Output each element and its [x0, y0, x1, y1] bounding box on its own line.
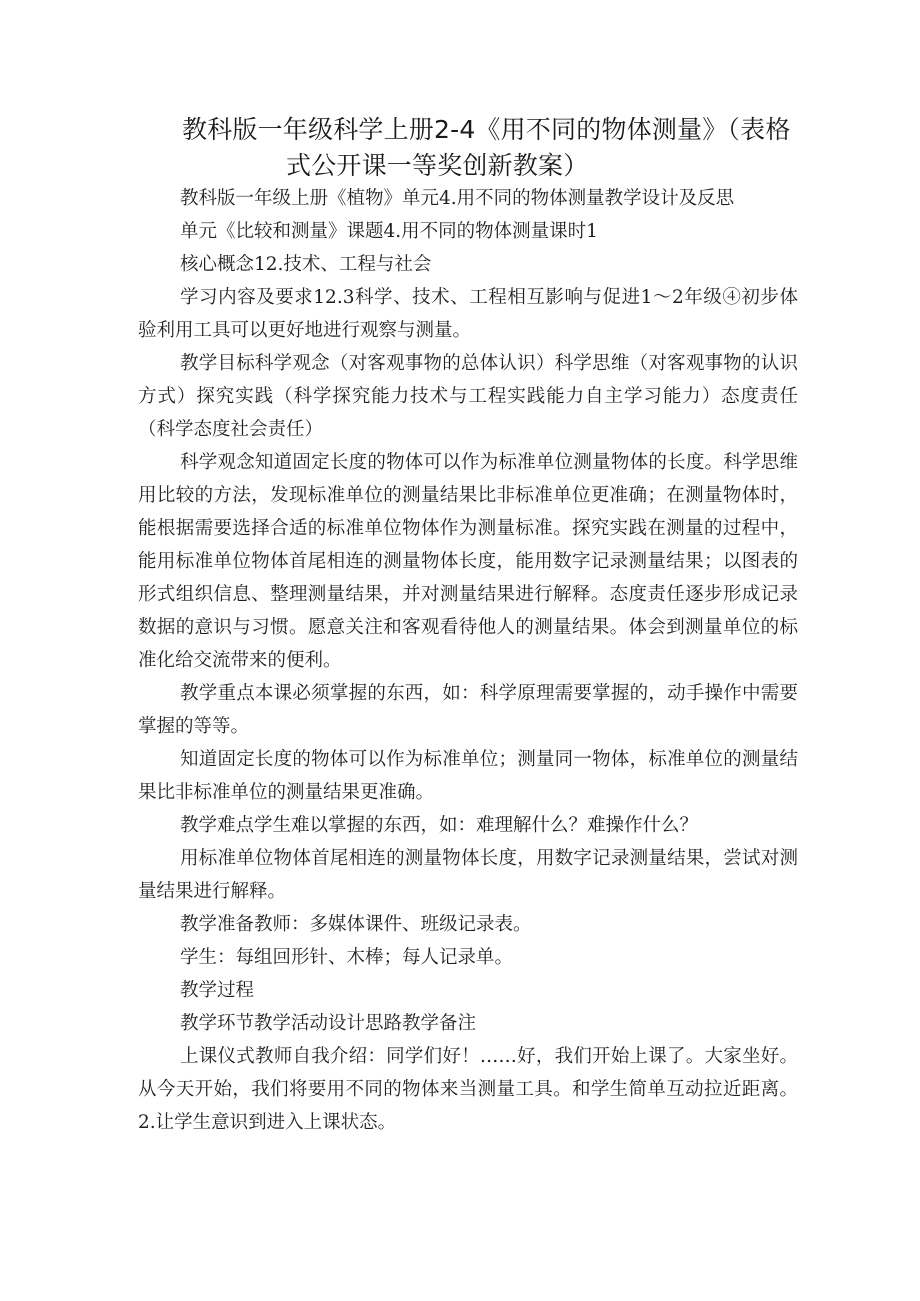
paragraph-key-points-detail: 知道固定长度的物体可以作为标准单位；测量同一物体，标准单位的测量结果比非标准单位的测量结果更准确。 — [138, 749, 798, 803]
paragraph-core-concept: 核心概念12.技术、工程与社会 — [180, 254, 432, 275]
paragraph-teaching-goals: 教学目标科学观念（对客观事物的总体认识）科学思维（对客观事物的认识方式）探究实践（科学探究能力技术与工程实践能力自主学习能力）态度责任（科学态度社会责任） — [138, 353, 798, 440]
paragraph-learning-requirements: 学习内容及要求12.3科学、技术、工程相互影响与促进1～2年级④初步体验利用工具可以更好地进行观察与测量。 — [138, 287, 798, 341]
paragraph-goal-details: 科学观念知道固定长度的物体可以作为标准单位测量物体的长度。科学思维用比较的方法，发现标准单位的测量结果比非标准单位更准确；在测量物体时，能根据需要选择合适的标准单位物体作为测量标准。探究实践在测量的过程中，能用标准单位物体首尾相连的测量物体长度，能用数字记录测量结果；以图表的形式组织信息、整理测量结果，并对测量结果进行解释。态度责任逐步形成记录数据的意识与习惯。愿意关注和客观看待他人的测量结果。体会到测量单位的标准化给交流带来的便利。 — [138, 452, 798, 671]
paragraph-student-prep: 学生：每组回形针、木棒；每人记录单。 — [180, 947, 514, 968]
document-title — [182, 112, 802, 184]
paragraph-key-points: 教学重点本课必须掌握的东西，如：科学原理需要掌握的，动手操作中需要掌握的等等。 — [138, 683, 798, 737]
paragraph-difficulties-detail: 用标准单位物体首尾相连的测量物体长度，用数字记录测量结果，尝试对测量结果进行解释。 — [138, 848, 798, 902]
title-line-2: 式公开课一等奖创新教案） — [286, 151, 589, 180]
paragraph-unit-info: 教科版一年级上册《植物》单元4.用不同的物体测量教学设计及反思 — [180, 188, 735, 209]
paragraph-class-opening: 上课仪式教师自我介绍：同学们好！……好，我们开始上课了。大家坐好。从今天开始，我们将要用不同的物体来当测量工具。和学生简单互动拉近距离。2.让学生意识到进入上课状态。 — [138, 1046, 798, 1133]
paragraph-table-header: 教学环节教学活动设计思路教学备注 — [180, 1013, 477, 1034]
paragraph-lesson-info: 单元《比较和测量》课题4.用不同的物体测量课时1 — [180, 221, 598, 242]
document-body — [138, 182, 798, 1139]
paragraph-teacher-prep: 教学准备教师：多媒体课件、班级记录表。 — [180, 914, 532, 935]
paragraph-process-heading: 教学过程 — [180, 980, 255, 1001]
title-line-1: 教科版一年级科学上册2-4《用不同的物体测量》（表格 — [182, 115, 791, 144]
paragraph-difficulties: 教学难点学生难以掌握的东西，如：难理解什么？难操作什么？ — [180, 815, 699, 836]
